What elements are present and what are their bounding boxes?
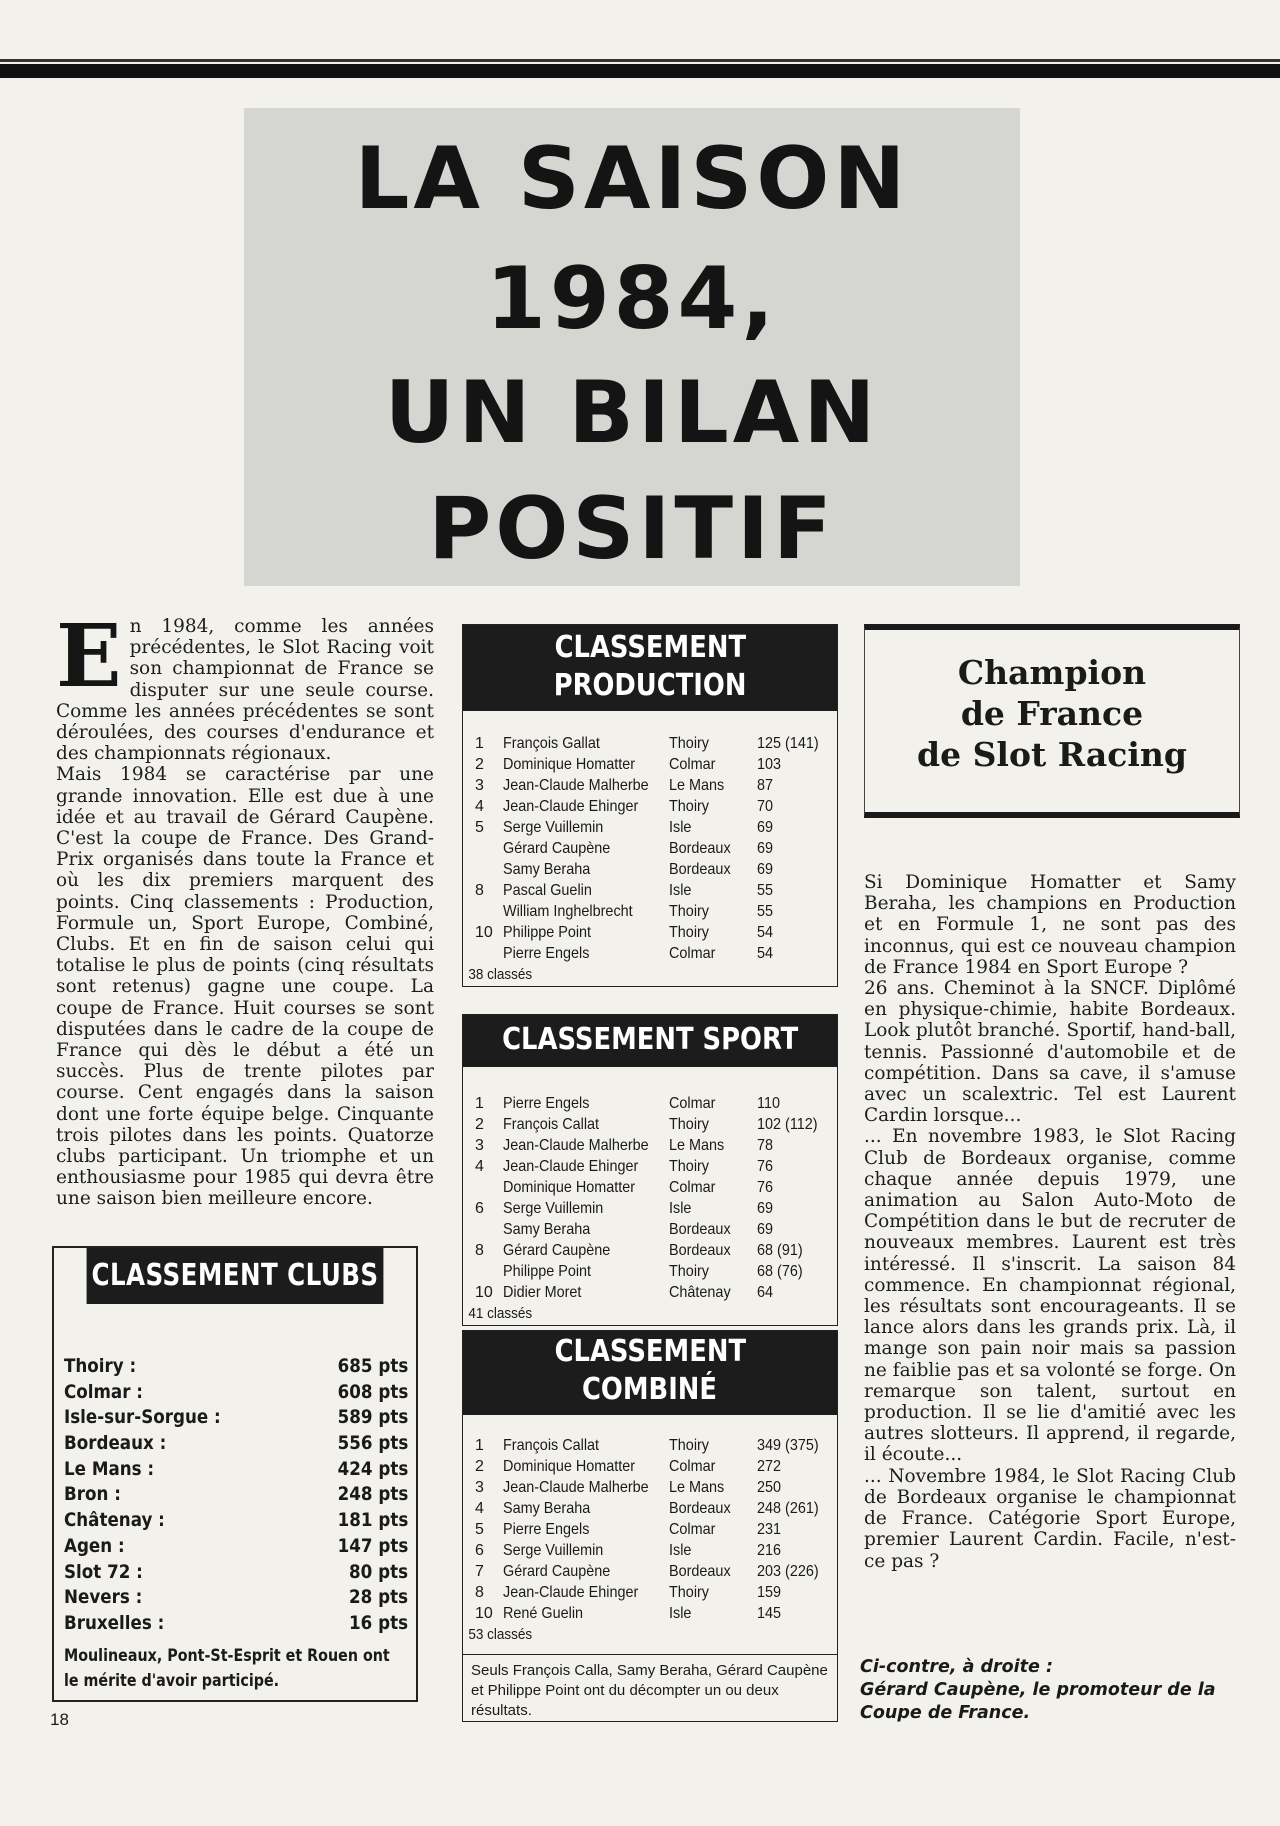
headline-box (244, 108, 1020, 586)
champion-title-line-2: de France (960, 694, 1144, 733)
points: 64 (757, 1284, 774, 1301)
club-town: Thoiry (669, 903, 710, 920)
ranking-position: 2 (475, 1458, 484, 1475)
club-town: Colmar (669, 1458, 716, 1475)
champion-paragraph-4: ... Novembre 1984, le Slot Racing Club de Bordeaux organise le championnat de France. Catégorie Sport Europe, premier Laurent Cardin. Facile, n'est-ce pas ? (864, 1465, 1236, 1572)
ranking-position: 6 (475, 1542, 484, 1559)
ranking-position: 8 (475, 1584, 484, 1601)
ranking-position: 10 (475, 1605, 493, 1622)
production-title (463, 625, 837, 711)
pilot-name: Philippe Point (503, 924, 592, 941)
club-town: Colmar (669, 1095, 716, 1112)
ranking-row (463, 1156, 837, 1177)
pilot-name: Samy Beraha (503, 861, 591, 878)
points: 102 (112) (757, 1116, 818, 1133)
ranking-row (463, 1282, 837, 1303)
pilot-name: Pascal Guelin (503, 882, 592, 899)
club-town: Bordeaux (669, 861, 731, 878)
ranking-row (463, 1219, 837, 1240)
club-name: Bron : (64, 1483, 121, 1506)
pilot-name: Gérard Caupène (503, 1563, 611, 1580)
headline-line-2: 1984, (485, 249, 779, 349)
points: 54 (757, 945, 774, 962)
club-town: Thoiry (669, 1263, 710, 1280)
club-row (64, 1560, 408, 1586)
clubs-ranking (52, 1246, 418, 1702)
page-number: 18 (50, 1710, 69, 1729)
sport-rows (463, 1093, 837, 1303)
combine-note: Seuls François Calla, Samy Beraha, Gérard Caupène et Philippe Point ont du décompter un ou deux résultats. (463, 1654, 837, 1721)
club-town: Thoiry (669, 1158, 710, 1175)
points: 110 (757, 1095, 780, 1112)
ranking-position: 4 (475, 1500, 484, 1517)
points: 272 (757, 1458, 782, 1475)
club-row (64, 1611, 408, 1637)
club-town: Colmar (669, 1521, 716, 1538)
intro-paragraph-1: n 1984, comme les années précédentes, le Slot Racing voit son championnat de France se disputer sur une seule course. Comme les années précédentes se sont déroulées, des courses d'endurance et des championnats régionaux. (56, 616, 434, 765)
club-town: Châtenay (669, 1284, 731, 1301)
intro-paragraph-2: Mais 1984 se caractérise par une grande innovation. Elle est due à une idée et au travail de Gérard Caupène. C'est la coupe de France. Des Grand-Prix organisés dans toute la France et où les dix premiers marquent des points. Cinq classements : Production, Formule un, Sport Europe, Combiné, Clubs. Et en fin de saison celui qui totalise le plus de points (cinq résultats sont retenus) gagne une coupe. La coupe de France. Huit courses se sont disputées dans le cadre de la coupe de France qui dès le début a été un succès. Plus de trente pilotes par course. Cent engagés dans la saison dont une forte équipe belge. Cinquante trois pilotes dans les points. Quatorze clubs participant. Un triomphe et un enthousiasme pour 1985 qui devra être une saison bien meilleure encore. (56, 764, 434, 1210)
combine-title-line-1: CLASSEMENT (554, 1334, 746, 1369)
pilot-name: Didier Moret (503, 1284, 582, 1301)
ranking-row (463, 838, 837, 859)
points: 250 (757, 1479, 782, 1496)
ranking-position: 3 (475, 1479, 484, 1496)
club-town: Isle (669, 1605, 692, 1622)
ranking-position: 1 (475, 1437, 484, 1454)
pilot-name: François Callat (503, 1437, 600, 1454)
club-name: Bruxelles : (64, 1611, 165, 1634)
pilot-name: René Guelin (503, 1605, 584, 1622)
club-points: 147 pts (337, 1534, 408, 1557)
club-town: Colmar (669, 1179, 716, 1196)
points: 55 (757, 903, 774, 920)
caption-line-1: Ci-contre, à droite : (860, 1657, 1053, 1677)
combine-total: 53 classés (468, 1626, 533, 1643)
champion-paragraph-1: Si Dominique Homatter et Samy Beraha, les champions en Production et en Formule 1, ne sont pas des inconnus, qui est ce nouveau champion de France 1984 en Sport Europe ? (864, 872, 1236, 978)
ranking-position: 2 (475, 756, 484, 773)
pilot-name: Serge Vuillemin (503, 1542, 604, 1559)
club-row (64, 1405, 408, 1431)
pilot-name: Jean-Claude Malherbe (503, 777, 649, 794)
points: 349 (375) (757, 1437, 819, 1454)
points: 54 (757, 924, 774, 941)
club-points: 181 pts (337, 1509, 408, 1532)
club-name: Agen : (64, 1534, 125, 1557)
ranking-row (463, 1114, 837, 1135)
club-town: Bordeaux (669, 1221, 731, 1238)
points: 55 (757, 882, 774, 899)
production-ranking (462, 624, 838, 987)
pilot-name: Samy Beraha (503, 1221, 591, 1238)
pilot-name: Samy Beraha (503, 1500, 591, 1517)
pilot-name: Pierre Engels (503, 1521, 590, 1538)
sport-total: 41 classés (468, 1305, 533, 1322)
points: 203 (226) (757, 1563, 819, 1580)
production-rows (463, 733, 837, 964)
combine-ranking (462, 1330, 838, 1722)
points: 145 (757, 1605, 782, 1622)
ranking-row (463, 943, 837, 964)
ranking-row (463, 1540, 837, 1561)
champion-title-line-3: de Slot Racing (917, 735, 1187, 774)
club-row (64, 1380, 408, 1406)
ranking-row (463, 1435, 837, 1456)
ranking-position: 4 (475, 1158, 484, 1175)
club-name: Isle-sur-Sorgue : (64, 1406, 221, 1429)
club-town: Isle (669, 1542, 692, 1559)
points: 78 (757, 1137, 774, 1154)
ranking-position: 10 (475, 1284, 493, 1301)
club-name: Bordeaux : (64, 1432, 167, 1455)
headline-line-3: UN BILAN (384, 363, 880, 463)
clubs-ranking-title: CLASSEMENT CLUBS (87, 1248, 384, 1304)
ranking-position: 10 (475, 924, 493, 941)
ranking-position: 6 (475, 1200, 484, 1217)
club-town: Bordeaux (669, 1242, 731, 1259)
pilot-name: Philippe Point (503, 1263, 592, 1280)
ranking-position: 5 (475, 1521, 484, 1538)
club-row (64, 1508, 408, 1534)
club-town: Thoiry (669, 1437, 710, 1454)
champion-title (865, 652, 1239, 775)
ranking-position: 2 (475, 1116, 484, 1133)
club-name: Châtenay : (64, 1509, 165, 1532)
points: 70 (757, 798, 774, 815)
ranking-position: 1 (475, 1095, 484, 1112)
club-town: Le Mans (669, 1479, 725, 1496)
club-points: 28 pts (348, 1586, 408, 1609)
points: 125 (141) (757, 735, 819, 752)
combine-title (463, 1331, 837, 1415)
points: 69 (757, 1221, 774, 1238)
points: 69 (757, 1200, 774, 1217)
pilot-name: Serge Vuillemin (503, 1200, 604, 1217)
pilot-name: Gérard Caupène (503, 840, 611, 857)
pilot-name: Jean-Claude Ehinger (503, 1584, 639, 1601)
photo-caption (860, 1656, 1240, 1725)
ranking-row (463, 1498, 837, 1519)
pilot-name: Dominique Homatter (503, 1179, 636, 1196)
club-town: Bordeaux (669, 1563, 731, 1580)
ranking-row (463, 880, 837, 901)
club-row (64, 1585, 408, 1611)
club-name: Slot 72 : (64, 1560, 143, 1583)
club-town: Bordeaux (669, 840, 731, 857)
club-town: Le Mans (669, 777, 725, 794)
production-total: 38 classés (468, 966, 533, 983)
club-town: Thoiry (669, 1584, 710, 1601)
pilot-name: Dominique Homatter (503, 756, 636, 773)
club-town: Bordeaux (669, 1500, 731, 1517)
ranking-position: 5 (475, 819, 484, 836)
club-town: Isle (669, 819, 692, 836)
pilot-name: François Gallat (503, 735, 600, 752)
ranking-position: 3 (475, 777, 484, 794)
ranking-row (463, 754, 837, 775)
points: 69 (757, 861, 774, 878)
pilot-name: Jean-Claude Malherbe (503, 1479, 649, 1496)
ranking-row (463, 1135, 837, 1156)
ranking-row (463, 1198, 837, 1219)
club-points: 424 pts (337, 1457, 408, 1480)
ranking-position: 8 (475, 1242, 484, 1259)
ranking-row (463, 1582, 837, 1603)
sport-ranking (462, 1014, 838, 1326)
points: 87 (757, 777, 774, 794)
ranking-row (463, 1177, 837, 1198)
pilot-name: Jean-Claude Ehinger (503, 1158, 639, 1175)
points: 76 (757, 1179, 774, 1196)
club-points: 589 pts (337, 1406, 408, 1429)
pilot-name: Jean-Claude Ehinger (503, 798, 639, 815)
caption-line-2: Gérard Caupène, le promoteur de la Coupe de France. (860, 1680, 1216, 1723)
clubs-note: Moulineaux, Pont-St-Esprit et Rouen ont le mérite d'avoir participé. (64, 1646, 390, 1691)
sport-title (463, 1015, 837, 1067)
ranking-row (463, 775, 837, 796)
champion-title-box (864, 624, 1240, 818)
ranking-row (463, 733, 837, 754)
pilot-name: William Inghelbrecht (503, 903, 633, 920)
points: 69 (757, 819, 774, 836)
club-town: Isle (669, 1200, 692, 1217)
ranking-row (463, 1477, 837, 1498)
club-town: Thoiry (669, 1116, 710, 1133)
ranking-row (463, 1603, 837, 1624)
champion-paragraph-2: 26 ans. Cheminot à la SNCF. Diplômé en physique-chimie, habite Bordeaux. Look plutôt branché. Sportif, hand-ball, tennis. Passionné d'automobile et de compétition. Dans sa cave, il s'amuse avec un scalextric. Tel est Laurent Cardin lorsque... (864, 978, 1236, 1127)
points: 231 (757, 1521, 782, 1538)
dropcap: E (56, 606, 122, 707)
pilot-name: Gérard Caupène (503, 1242, 611, 1259)
club-points: 248 pts (337, 1483, 408, 1506)
club-row (64, 1431, 408, 1457)
ranking-position: 3 (475, 1137, 484, 1154)
ranking-position: 7 (475, 1563, 484, 1580)
club-name: Nevers : (64, 1586, 143, 1609)
clubs-list (64, 1354, 408, 1637)
champion-article (864, 872, 1236, 1572)
top-rule (0, 64, 1280, 78)
points: 68 (91) (757, 1242, 803, 1259)
ranking-position: 1 (475, 735, 484, 752)
intro-article (56, 606, 434, 1210)
club-points: 16 pts (348, 1611, 408, 1634)
club-points: 608 pts (337, 1380, 408, 1403)
headline-line-1: LA SAISON (354, 129, 910, 229)
club-row (64, 1482, 408, 1508)
ranking-row (463, 796, 837, 817)
top-rule-thin (0, 59, 1280, 62)
club-points: 685 pts (337, 1355, 408, 1377)
sport-title-text: CLASSEMENT SPORT (501, 1022, 799, 1057)
ranking-row (463, 1093, 837, 1114)
ranking-row (463, 1519, 837, 1540)
ranking-row (463, 1240, 837, 1261)
points: 216 (757, 1542, 782, 1559)
club-town: Thoiry (669, 798, 710, 815)
ranking-row (463, 859, 837, 880)
club-town: Isle (669, 882, 692, 899)
club-town: Colmar (669, 756, 716, 773)
pilot-name: Jean-Claude Malherbe (503, 1137, 649, 1154)
production-title-line-2: PRODUCTION (553, 668, 747, 703)
points: 69 (757, 840, 774, 857)
points: 76 (757, 1158, 774, 1175)
club-town: Colmar (669, 945, 716, 962)
ranking-row (463, 1261, 837, 1282)
points: 103 (757, 756, 782, 773)
headline-line-4: POSITIF (428, 479, 836, 579)
ranking-position: 4 (475, 798, 484, 815)
pilot-name: Serge Vuillemin (503, 819, 604, 836)
club-row (64, 1354, 408, 1380)
ranking-row (463, 1561, 837, 1582)
points: 68 (76) (757, 1263, 803, 1280)
ranking-row (463, 901, 837, 922)
pilot-name: François Callat (503, 1116, 600, 1133)
club-town: Le Mans (669, 1137, 725, 1154)
points: 159 (757, 1584, 782, 1601)
production-title-line-1: CLASSEMENT (554, 630, 746, 665)
pilot-name: Pierre Engels (503, 1095, 590, 1112)
combine-rows (463, 1435, 837, 1624)
combine-title-line-2: COMBINÉ (582, 1372, 718, 1407)
club-town: Thoiry (669, 735, 710, 752)
ranking-position: 8 (475, 882, 484, 899)
pilot-name: Pierre Engels (503, 945, 590, 962)
champion-title-line-1: Champion (957, 653, 1147, 692)
club-name: Thoiry : (64, 1355, 137, 1377)
champion-paragraph-3: ... En novembre 1983, le Slot Racing Club de Bordeaux organise, comme chaque année depuis 1979, une animation au Salon Auto-Moto de Compétition dans le but de recruter de nouveaux membres. Laurent est très intéressé. Il s'inscrit. La saison 84 commence. En championnat régional, les résultats sont encourageants. Il se lance alors dans les grands prix. Là, il mange son pain noir mais sa passion ne faiblie pas et sa volonté se forge. On remarque son talent, surtout en production. Il se lie d'amitié avec les autres slotteurs. Il apprend, il regarde, il écoute... (864, 1126, 1236, 1466)
club-row (64, 1534, 408, 1560)
points: 248 (261) (757, 1500, 819, 1517)
club-town: Thoiry (669, 924, 710, 941)
club-name: Colmar : (64, 1380, 143, 1403)
club-name: Le Mans : (64, 1457, 155, 1480)
pilot-name: Dominique Homatter (503, 1458, 636, 1475)
ranking-row (463, 922, 837, 943)
club-points: 556 pts (337, 1432, 408, 1455)
club-points: 80 pts (348, 1560, 408, 1583)
ranking-row (463, 817, 837, 838)
club-row (64, 1457, 408, 1483)
ranking-row (463, 1456, 837, 1477)
